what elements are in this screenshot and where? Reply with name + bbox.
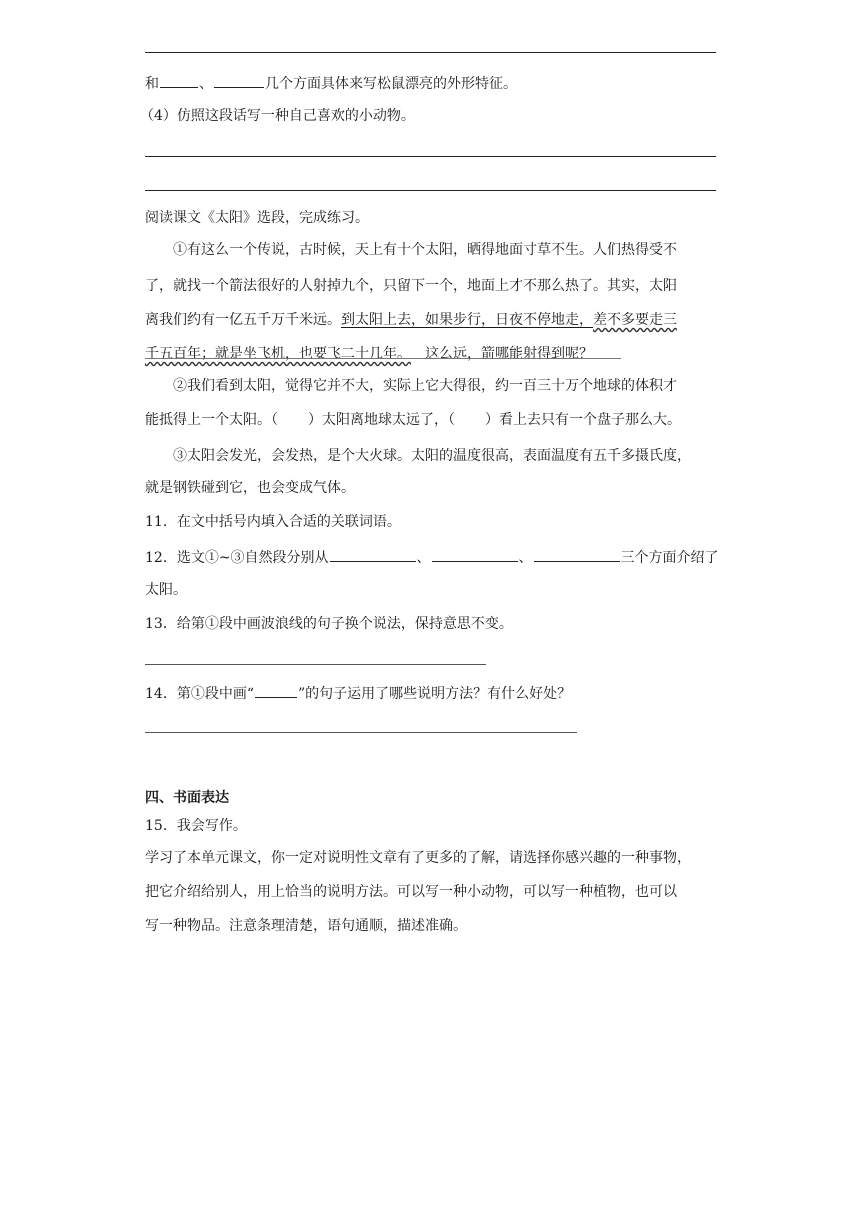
q13-answer-line[interactable] [145, 664, 486, 665]
question-3-tail: 和 、 几个方面具体来写松鼠漂亮的外形特征。 [145, 72, 517, 94]
wavy-sentence-cont: 千五百年；就是坐飞机，也要飞二十几年。 [145, 346, 411, 362]
question-15: 15．我会写作。 [145, 818, 247, 834]
question-12-cont: 太阳。 [145, 582, 187, 598]
top-answer-line [145, 52, 716, 53]
p1-line-2: 了，就找一个箭法很好的人射掉九个，只留下一个，地面上才不那么热了。其实，太阳 [145, 278, 677, 294]
blank-1[interactable] [160, 72, 198, 88]
q12-blank-3[interactable] [534, 546, 620, 562]
q14-answer-line[interactable] [145, 732, 577, 733]
answer-line-2[interactable] [145, 190, 716, 191]
p1-line-1: ①有这么一个传说，古时候，天上有十个太阳，晒得地面寸草不生。人们热得受不 [173, 242, 677, 258]
question-12: 12．选文①~③自然段分别从 、 、 三个方面介绍了 [145, 546, 719, 568]
answer-line-1[interactable] [145, 156, 716, 157]
p1-line-4: 千五百年；就是坐飞机，也要飞二十几年。 这么远，箭哪能射得到呢？ [145, 346, 593, 362]
reading-intro: 阅读课文《太阳》选段，完成练习。 [145, 210, 369, 226]
p2-line-2: 能抵得上一个太阳。（ ）太阳离地球太远了，（ ）看上去只有一个盘子那么大。 [145, 412, 681, 428]
p2-line-1: ②我们看到太阳，觉得它并不大，实际上它大得很，约一百三十万个地球的体积才 [173, 378, 677, 394]
underlined-sentence: 到太阳上去，如果步行，日夜不停地走， [341, 312, 593, 328]
wavy-sentence: 差不多要走三 [593, 312, 677, 328]
p1-line-3: 离我们约有一亿五千万千米远。到太阳上去，如果步行，日夜不停地走，差不多要走三 [145, 312, 677, 328]
q12-blank-2[interactable] [432, 546, 518, 562]
writing-line-2: 把它介绍给别人，用上恰当的说明方法。可以写一种小动物，可以写一种植物，也可以 [145, 884, 677, 900]
blank-2[interactable] [214, 72, 264, 88]
question-4: （4）仿照这段话写一种自己喜欢的小动物。 [140, 108, 415, 124]
p3-line-1: ③太阳会发光，会发热，是个大火球。太阳的温度很高，表面温度有五千多摄氏度， [173, 448, 691, 464]
question-14: 14．第①段中画“ ”的句子运用了哪些说明方法？有什么好处？ [145, 682, 571, 704]
question-11: 11．在文中括号内填入合适的关联词语。 [145, 514, 401, 530]
q12-blank-1[interactable] [330, 546, 416, 562]
p3-line-2: 就是钢铁碰到它，也会变成气体。 [145, 480, 355, 496]
section-heading: 四、书面表达 [145, 790, 229, 806]
writing-line-3: 写一种物品。注意条理清楚，语句通顺，描述准确。 [145, 918, 467, 934]
question-13: 13．给第①段中画波浪线的句子换个说法，保持意思不变。 [145, 616, 513, 632]
p1-mark-line [145, 358, 621, 359]
writing-line-1: 学习了本单元课文，你一定对说明性文章有了更多的了解，请选择你感兴趣的一种事物， [145, 850, 691, 866]
q14-blank [255, 682, 297, 698]
